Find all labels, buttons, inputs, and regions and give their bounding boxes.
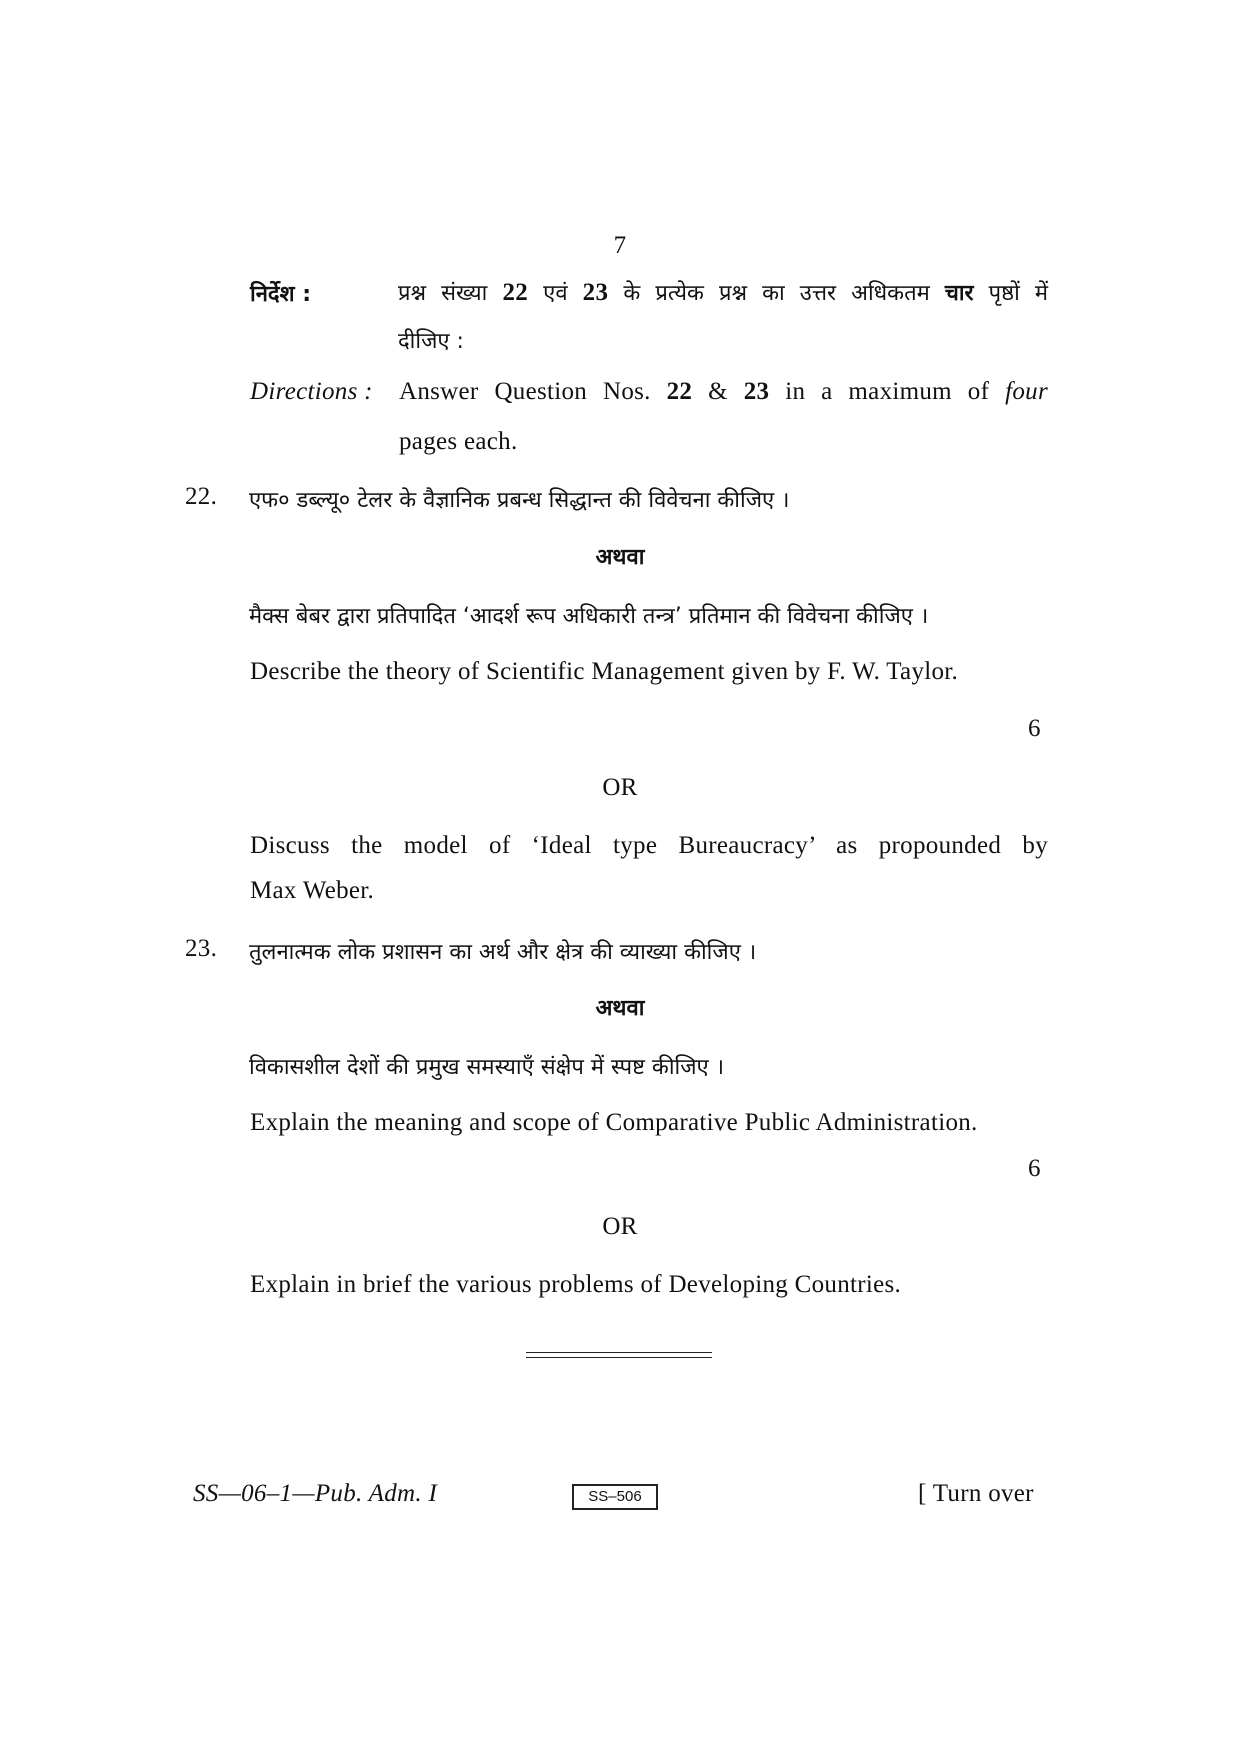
directions-en-part: Answer Question Nos. [399, 378, 667, 405]
directions-label-hi: निर्देश : [250, 282, 312, 307]
directions-hi-number: 22 [502, 279, 529, 306]
footer-code-box: SS–506 [572, 1484, 658, 1510]
q22-english-text: Describe the theory of Scientific Management given by F. W. Taylor. [250, 658, 959, 685]
directions-hi-bold: चार [944, 281, 974, 306]
directions-label-en: Directions : [250, 378, 373, 405]
q22-alt-english-line1: Discuss the model of ‘Ideal type Bureaucracy’ as propounded by [250, 832, 1048, 859]
directions-hi-number: 23 [582, 279, 609, 306]
q22-hindi-text: एफ० डब्ल्यू० टेलर के वैज्ञानिक प्रबन्ध सिद्धान्त की विवेचना कीजिए । [249, 488, 790, 513]
q22-alt-english-line2: Max Weber. [250, 877, 375, 904]
q23-alt-hindi-text: विकासशील देशों की प्रमुख समस्याएँ संक्षेप में स्पष्ट कीजिए । [249, 1055, 725, 1080]
question-number-22: 22. [185, 483, 218, 510]
q23-or-hindi: अथवा [595, 996, 645, 1021]
footer-turn-over: [ Turn over [918, 1480, 1034, 1507]
directions-hi-part: के प्रत्येक प्रश्न का उत्तर अधिकतम [608, 281, 945, 306]
q22-or-english: OR [602, 774, 638, 801]
q23-hindi-text: तुलनात्मक लोक प्रशासन का अर्थ और क्षेत्र की व्याख्या कीजिए । [249, 940, 757, 965]
directions-hi-part: पृष्ठों में [973, 281, 1049, 306]
question-number-23: 23. [185, 935, 218, 962]
directions-en-number: 22 [666, 378, 693, 405]
directions-hi-part: प्रश्न संख्या [398, 281, 503, 306]
directions-text-hi [398, 277, 1048, 307]
footer-paper-code: SS—06–1—Pub. Adm. I [193, 1480, 438, 1507]
directions-hi-part: एवं [528, 281, 583, 306]
q23-marks: 6 [1028, 1155, 1041, 1182]
directions-line2-en: pages each. [399, 428, 518, 455]
directions-line2-hi: दीजिए : [398, 329, 464, 354]
q22-marks: 6 [1028, 715, 1041, 742]
q23-alt-english-text: Explain in brief the various problems of Developing Countries. [250, 1271, 902, 1298]
directions-text-en [399, 378, 1048, 406]
page-number: 7 [613, 232, 627, 259]
q23-or-english: OR [602, 1213, 638, 1240]
q22-alt-hindi-text: मैक्स बेबर द्वारा प्रतिपादित ‘आदर्श रूप अधिकारी तन्त्र’ प्रतिमान की विवेचना कीजिए । [249, 604, 929, 629]
end-rule-bottom [526, 1357, 712, 1358]
end-rule-top [526, 1352, 712, 1353]
directions-en-part: in a maximum of [769, 378, 1006, 405]
q22-or-hindi: अथवा [595, 545, 645, 570]
q23-english-text: Explain the meaning and scope of Comparative Public Administration. [250, 1109, 978, 1136]
directions-en-part: & [692, 378, 744, 405]
directions-en-number: 23 [743, 378, 770, 405]
directions-en-italic: four [1005, 378, 1048, 405]
